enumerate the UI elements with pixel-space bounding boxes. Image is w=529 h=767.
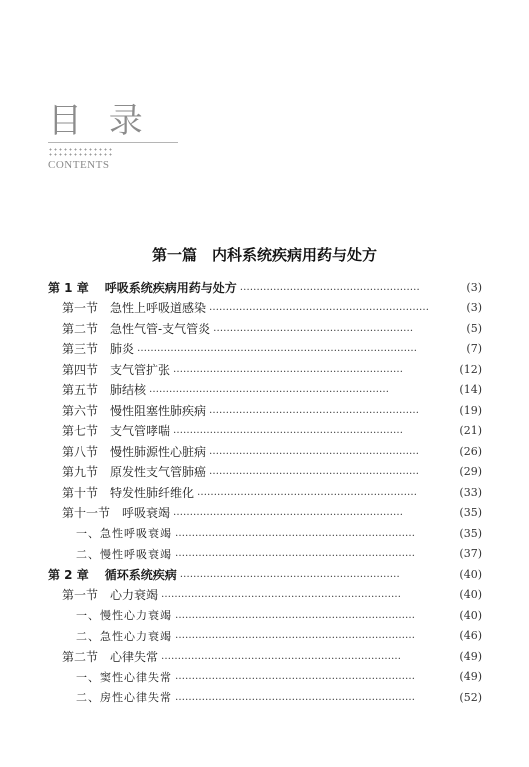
toc-leader-dots: ……………………………………………………………… <box>175 548 415 560</box>
toc-section-entry[interactable] <box>48 380 482 401</box>
toc-page-number: (29) <box>459 465 482 479</box>
toc-section-entry[interactable] <box>48 585 482 606</box>
toc-section-entry[interactable] <box>48 482 482 503</box>
toc-leader-dots: ……………………………………………………………… <box>175 609 415 621</box>
toc-entry-title: 慢性肺源性心脏病 <box>110 444 207 459</box>
toc-leader-dots: …………………………………………………………… <box>173 507 404 519</box>
toc-page-number: (5) <box>466 321 482 335</box>
toc-page-number: (3) <box>466 301 482 315</box>
toc-entry-number: 第七节 <box>62 424 99 439</box>
toc-entry-number: 第 2 章 <box>48 567 89 582</box>
toc-section-entry[interactable] <box>48 400 482 421</box>
toc-leader-dots: ……………………………………………………………… <box>149 384 390 396</box>
toc-leader-dots: ……………………………………………………………… <box>175 527 415 539</box>
toc-leader-dots: …………………………………………………… <box>213 322 414 334</box>
toc-entry-number: 第一节 <box>62 301 99 316</box>
toc-subsection-entry[interactable] <box>48 605 482 626</box>
page-title: 目 录 <box>48 101 151 141</box>
toc-entry-title: 原发性支气管肺癌 <box>110 465 207 480</box>
toc-entry-title: 慢性阻塞性肺疾病 <box>110 403 207 418</box>
toc-entry-label <box>62 381 146 398</box>
toc-subsection-entry[interactable] <box>48 544 482 565</box>
toc-entry-number: 第八节 <box>62 444 99 459</box>
toc-entry-title: 肺结核 <box>110 383 147 398</box>
toc-entry-label <box>62 484 194 501</box>
toc-section-entry[interactable] <box>48 339 482 360</box>
toc-leader-dots: ……………………………………………………………… <box>161 650 402 662</box>
toc-page-number: (49) <box>459 649 482 663</box>
toc-entry-title: 心力衰竭 <box>110 588 159 603</box>
toc-entry-number: 第九节 <box>62 465 99 480</box>
toc-entry-title: 呼吸系统疾病用药与处方 <box>104 280 237 295</box>
toc-entry-number: 第二节 <box>62 321 99 336</box>
toc-entry-title: 急性上呼吸道感染 <box>110 301 207 316</box>
toc-entry-label <box>62 340 134 357</box>
toc-chapter-entry[interactable] <box>48 277 482 298</box>
toc-page-number: (14) <box>459 383 482 397</box>
toc-entry-label <box>62 320 210 337</box>
toc-entry-label <box>48 566 177 583</box>
toc-entry-label <box>62 463 206 480</box>
toc-page-number: (49) <box>459 670 482 684</box>
toc-page-number: (21) <box>459 424 482 438</box>
table-of-contents <box>48 277 482 708</box>
toc-chapter-entry[interactable] <box>48 564 482 585</box>
toc-entry-label <box>76 669 172 685</box>
toc-entry-title: 二、急性心力衰竭 <box>76 629 172 643</box>
toc-entry-label <box>76 525 172 541</box>
toc-page-number: (12) <box>459 362 482 376</box>
toc-leader-dots: ………………………………………………………… <box>197 486 418 498</box>
toc-page-number: (40) <box>459 567 482 581</box>
toc-leader-dots: ………………………………………………………… <box>179 568 400 580</box>
toc-leader-dots: ……………………………………………………… <box>209 466 420 478</box>
toc-entry-title: 二、房性心律失常 <box>76 691 172 705</box>
toc-entry-number: 第三节 <box>62 342 99 357</box>
toc-leader-dots: …………………………………………………………… <box>173 363 404 375</box>
toc-entry-title: 一、急性呼吸衰竭 <box>76 527 172 541</box>
toc-page-number: (52) <box>459 690 482 704</box>
toc-page-number: (33) <box>459 485 482 499</box>
toc-page-number: (3) <box>466 280 482 294</box>
toc-leader-dots: ……………………………………………………………… <box>161 589 402 601</box>
toc-entry-title: 特发性肺纤维化 <box>110 485 195 500</box>
toc-header <box>48 101 178 171</box>
toc-entry-title: 一、窦性心律失常 <box>76 670 172 684</box>
toc-section-entry[interactable] <box>48 441 482 462</box>
toc-entry-label <box>62 361 170 378</box>
decorative-dot-pattern <box>48 147 112 157</box>
toc-entry-label <box>62 586 158 603</box>
toc-entry-number: 第二节 <box>62 649 99 664</box>
toc-page-number: (7) <box>466 342 482 356</box>
toc-section-entry[interactable] <box>48 359 482 380</box>
toc-entry-label <box>62 648 158 665</box>
toc-page-number: (26) <box>459 444 482 458</box>
toc-subsection-entry[interactable] <box>48 667 482 688</box>
title-underline <box>48 142 178 143</box>
toc-leader-dots: ………………………………………………………………………… <box>137 343 418 355</box>
toc-entry-number: 第十一节 <box>62 506 111 521</box>
toc-page-number: (46) <box>459 629 482 643</box>
toc-subsection-entry[interactable] <box>48 626 482 647</box>
toc-leader-dots: ……………………………………………………………… <box>175 630 415 642</box>
toc-entry-label <box>76 628 172 644</box>
page-subtitle: CONTENTS <box>48 159 110 171</box>
toc-page-number: (35) <box>459 526 482 540</box>
toc-entry-label <box>62 443 206 460</box>
part-title: 第一篇 内科系统疾病用药与处方 <box>151 246 377 264</box>
toc-page-number: (40) <box>459 608 482 622</box>
toc-page-number: (40) <box>459 588 482 602</box>
toc-leader-dots: ……………………………………………………… <box>209 445 420 457</box>
toc-page-number: (19) <box>459 403 482 417</box>
toc-page-number: (35) <box>459 506 482 520</box>
toc-entry-label <box>48 279 237 296</box>
toc-entry-number: 第四节 <box>62 362 99 377</box>
toc-entry-label <box>76 689 172 705</box>
toc-entry-title: 一、慢性心力衰竭 <box>76 609 172 623</box>
toc-leader-dots: ……………………………………………………………… <box>175 691 415 703</box>
toc-entry-label <box>62 504 170 521</box>
toc-entry-title: 支气管哮喘 <box>110 424 171 439</box>
toc-page-number: (37) <box>459 547 482 561</box>
toc-section-entry[interactable] <box>48 421 482 442</box>
toc-subsection-entry[interactable] <box>48 523 482 544</box>
toc-entry-title: 支气管扩张 <box>110 362 171 377</box>
toc-leader-dots: ……………………………………………… <box>239 281 420 293</box>
toc-entry-title: 心律失常 <box>110 649 159 664</box>
toc-entry-label <box>62 402 206 419</box>
toc-entry-number: 第一节 <box>62 588 99 603</box>
toc-leader-dots: ……………………………………………………………… <box>175 671 415 683</box>
toc-entry-number: 第六节 <box>62 403 99 418</box>
toc-leader-dots: ……………………………………………………… <box>209 404 420 416</box>
toc-entry-title: 循环系统疾病 <box>104 567 177 582</box>
toc-leader-dots: ………………………………………………………… <box>209 302 430 314</box>
toc-section-entry[interactable] <box>48 298 482 319</box>
toc-section-entry[interactable] <box>48 318 482 339</box>
toc-entry-title: 急性气管-支气管炎 <box>110 321 211 336</box>
toc-leader-dots: …………………………………………………………… <box>173 425 404 437</box>
toc-entry-title: 呼吸衰竭 <box>122 506 171 521</box>
toc-entry-number: 第 1 章 <box>48 280 89 295</box>
toc-section-entry[interactable] <box>48 503 482 524</box>
toc-entry-number: 第五节 <box>62 383 99 398</box>
toc-entry-label <box>76 607 172 623</box>
toc-section-entry[interactable] <box>48 462 482 483</box>
toc-entry-number: 第十节 <box>62 485 99 500</box>
toc-entry-label <box>76 546 172 562</box>
toc-entry-title: 肺炎 <box>110 342 135 357</box>
toc-subsection-entry[interactable] <box>48 687 482 708</box>
toc-entry-label <box>62 422 170 439</box>
toc-section-entry[interactable] <box>48 646 482 667</box>
toc-entry-title: 二、慢性呼吸衰竭 <box>76 547 172 561</box>
toc-entry-label <box>62 299 206 316</box>
